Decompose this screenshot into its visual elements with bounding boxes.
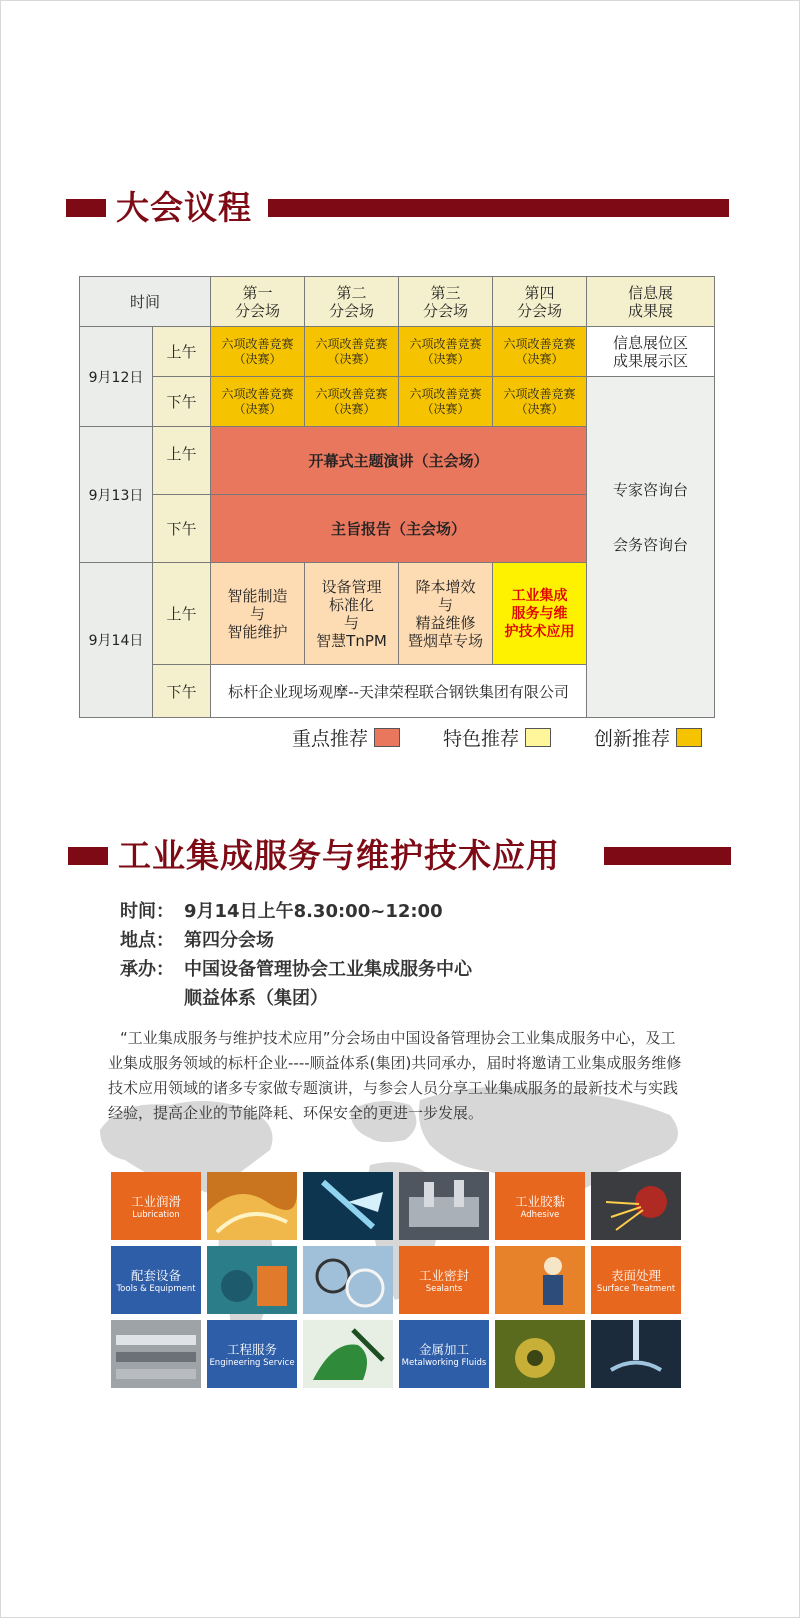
contest-cell: 六项改善竞赛 （决赛） [304,376,399,427]
info-key: 时间： [120,901,174,922]
tile-sublabel: Surface Treatment [596,1284,676,1294]
tile-label: 配套设备 [130,1268,181,1283]
info-host [120,955,680,984]
agenda-table [79,276,715,718]
consult-desks-cell [586,376,715,718]
session-title: 工业集成服务与维护技术应用 [118,836,560,875]
keynote-cell: 主旨报告（主会场） [210,494,587,563]
agenda-section-header [66,184,729,232]
sep12-pm: 下午 [152,376,211,427]
info-key: 地点： [120,930,174,951]
tile-sealants [399,1246,489,1314]
tile-sublabel: Tools & Equipment [116,1284,196,1294]
site-tour-cell: 标杆企业现场观摩--天津荣程联合钢铁集团有限公司 [210,664,587,718]
expo-header: 信息展 成果展 [586,276,715,327]
tile-adhesive [495,1172,585,1240]
tile-surface-treatment [591,1246,681,1314]
service-desk-label: 会务咨询台 [612,536,688,554]
photo-machine-parts [399,1172,489,1240]
legend-swatch [374,728,400,747]
contest-cell: 六项改善竞赛 （决赛） [492,376,587,427]
tile-sublabel: Sealants [425,1284,463,1294]
venue-4-header: 第四 分会场 [492,276,587,327]
tile-metalworking-fluids [399,1320,489,1388]
tile-label: 工业密封 [418,1268,469,1283]
venue-1-header: 第一 分会场 [210,276,305,327]
info-place [120,926,680,955]
info-value: 顺益体系（集团） [184,988,328,1009]
contest-cell: 六项改善竞赛 （决赛） [492,326,587,377]
opening-speech-cell: 开幕式主题演讲（主会场） [210,426,587,495]
tile-sublabel: Engineering Service [209,1358,295,1368]
legend-label: 特色推荐 [443,727,520,750]
venue-2-header: 第二 分会场 [304,276,399,327]
photo-nozzle-spray [303,1172,393,1240]
photo-oil-splash [207,1172,297,1240]
venue-3-header: 第三 分会场 [398,276,493,327]
session-smart-maintenance: 智能制造 与 智能维护 [210,562,305,665]
contest-cell: 六项改善竞赛 （决赛） [210,376,305,427]
info-value: 9月14日上午8.30:00~12:00 [184,901,443,922]
header-bar-left [66,199,106,217]
photo-grinding-sparks [591,1172,681,1240]
contest-cell: 六项改善竞赛 （决赛） [398,376,493,427]
photo-cutting-fluid [591,1320,681,1388]
tile-engineering-service [207,1320,297,1388]
tile-label: 工业胶黏 [514,1194,565,1209]
legend-item-feature [443,724,551,750]
sep13-am: 上午 [152,426,211,495]
legend-item-innovation [594,724,702,750]
header-bar-right [604,847,731,865]
date-sep12: 9月12日 [79,326,153,427]
legend-swatch [525,728,551,747]
tile-sublabel: Lubrication [132,1210,180,1220]
expert-desk-label: 专家咨询台 [612,481,688,499]
tile-label: 表面处理 [610,1268,661,1283]
session-industrial-integration: 工业集成 服务与维 护技术应用 [492,562,587,665]
contest-cell: 六项改善竞赛 （决赛） [304,326,399,377]
contest-cell: 六项改善竞赛 （决赛） [210,326,305,377]
time-header: 时间 [79,276,211,327]
tile-lubrication [111,1172,201,1240]
sep13-pm: 下午 [152,494,211,563]
service-tiles-grid [111,1172,687,1394]
info-host-2 [120,984,680,1013]
info-time [120,897,680,926]
legend-label: 重点推荐 [292,727,369,750]
tile-label: 工程服务 [226,1342,277,1357]
header-bar-left [68,847,108,865]
legend-swatch [676,728,702,747]
expo-area-cell: 信息展位区 成果展示区 [586,326,715,377]
sep14-pm: 下午 [152,664,211,718]
session-section-header [68,832,731,880]
tile-sublabel: Metalworking Fluids [401,1358,487,1368]
sep14-am: 上午 [152,562,211,665]
photo-pipeline-pumps [207,1246,297,1314]
info-key: 承办： [120,959,174,980]
legend [292,724,722,750]
agenda-title: 大会议程 [116,188,252,227]
sep12-am: 上午 [152,326,211,377]
legend-label: 创新推荐 [594,727,671,750]
info-value: 第四分会场 [184,930,274,951]
photo-o-rings [303,1246,393,1314]
session-lean-maintenance: 降本增效 与 精益维修 暨烟草专场 [398,562,493,665]
info-value: 中国设备管理协会工业集成服务中心 [184,959,472,980]
tile-label: 工业润滑 [130,1194,181,1209]
legend-item-key [292,724,400,750]
date-sep14: 9月14日 [79,562,153,718]
session-info [120,897,680,1013]
photo-rollers [111,1320,201,1388]
photo-worker [495,1246,585,1314]
date-sep13: 9月13日 [79,426,153,563]
photo-gloves [303,1320,393,1388]
photo-gears [495,1320,585,1388]
tile-sublabel: Adhesive [520,1210,560,1220]
tile-tools-equipment [111,1246,201,1314]
session-tnpm: 设备管理 标准化 与 智慧TnPM [304,562,399,665]
header-bar-right [268,199,729,217]
contest-cell: 六项改善竞赛 （决赛） [398,326,493,377]
intro-paragraph: “工业集成服务与维护技术应用”分会场由中国设备管理协会工业集成服务中心，及工业集成服务领域的标杆企业----顺益体系(集团)共同承办，届时将邀请工业集成服务维修技术应用领域的诸多专家做专题演讲，与参会人员分享工业集成服务的最新技术与实践经验，提高企业的节能降耗、环保安全的更进一步发展。 [108,1029,682,1122]
tile-label: 金属加工 [418,1342,469,1357]
